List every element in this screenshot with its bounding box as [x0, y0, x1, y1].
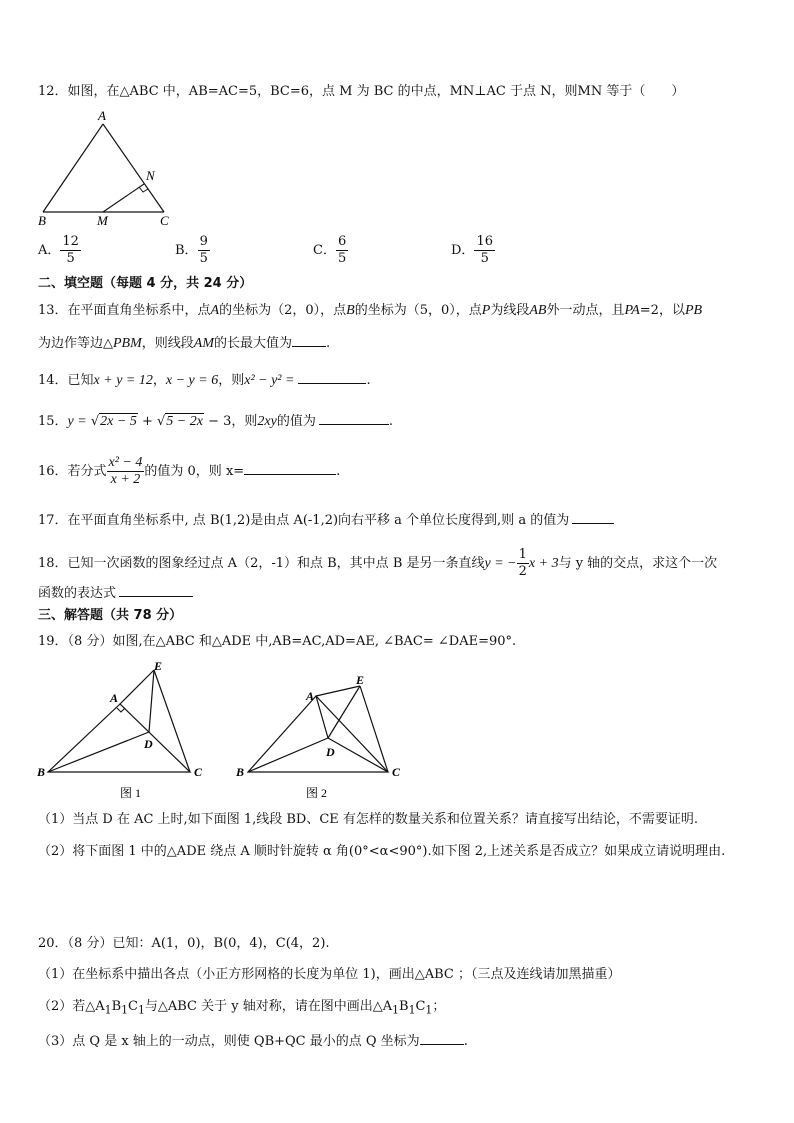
fig2-label-A: A: [306, 689, 315, 703]
q18-line2: 函数的表达式: [38, 582, 193, 603]
fig1-label-B: B: [37, 765, 46, 779]
q20-part3: （3）点 Q 是 x 轴上的一动点，则使 QB+QC 最小的点 Q 坐标为 .: [38, 1030, 468, 1051]
q14-answer-blank[interactable]: [298, 369, 366, 384]
q19-text: 19．（8 分）如图,在△ABC 和△ADE 中,AB=AC,AD=AE, ∠BAC= ∠DAE=90°.: [38, 634, 517, 649]
q12-option-b: B． $\frac{9}{5}$: [175, 234, 208, 266]
q20-part2: （2）若$\triangle A_1B_1C_1$与△ABC 关于 y 轴对称，请在图中画出$\triangle A_1B_1C_1$；: [38, 999, 446, 1017]
sqrt-symbol-icon: √: [157, 414, 166, 429]
q12-text: 12．如图，在△ABC 中，AB=AC=5，BC=6，点 M 为 BC 的中点，MN⊥AC 于点 N，则MN 等于（ ）: [38, 84, 685, 99]
section3-heading: 三、解答题（共 78 分）: [38, 608, 183, 623]
q12-label-M: M: [97, 213, 108, 228]
q19-part2: （2）将下面图 1 中的△ADE 绕点 A 顺时针旋转 α 角(0°<α<90°).如下图 2,上述关系是否成立？如果成立请说明理由.: [38, 844, 726, 859]
q18-fraction: $\frac{1}{2}$: [518, 547, 527, 579]
q12-label-B: B: [38, 213, 46, 228]
q12-option-a: A． $\frac{12}{5}$: [38, 234, 79, 266]
q18-answer-blank[interactable]: [119, 582, 193, 597]
q20-part1: （1）在坐标系中描出各点（小正方形网格的长度为单位 1)，画出△ABC ；（三点及连线请加黑描重）: [38, 967, 621, 982]
section2-heading: 二、填空题（每题 4 分，共 24 分）: [38, 276, 253, 291]
q12-label-A: A: [98, 108, 106, 123]
q16-answer-blank[interactable]: [244, 460, 336, 475]
fig1-label-C: C: [194, 765, 203, 779]
q12-option-d: D． $\frac{16}{5}$: [451, 234, 493, 266]
q12-label-C: C: [160, 213, 169, 228]
fig2-label-C: C: [392, 765, 401, 779]
q15-answer-blank[interactable]: [319, 410, 389, 425]
q12-triangle-figure: [34, 108, 184, 230]
q20-answer-blank[interactable]: [420, 1030, 464, 1045]
fig2-label-E: E: [356, 673, 365, 687]
q17-answer-blank[interactable]: [572, 509, 614, 524]
fig1-caption: 图 1: [120, 786, 142, 800]
fig1-label-A: A: [110, 691, 119, 705]
q14-line: 14．已知x + y = 12，x − y = 6，则x² − y² = .: [38, 369, 371, 390]
q18-line1: 18．已知一次函数的图象经过点 A（2，-1）和点 B，其中点 B 是另一条直线y = − $\frac{1}{2}$ x + 3与 y 轴的交点，求这个一次: [38, 547, 718, 579]
q16-line: 16．若分式 $\frac{\text{x² − 4}}{x + 2}$ 的值为 0，则 x= .: [38, 455, 341, 487]
q19-figure-1: [34, 660, 214, 806]
q16-fraction: $\frac{\text{x² − 4}}{x + 2}$: [108, 455, 143, 487]
fig1-label-E: E: [154, 660, 163, 673]
fig2-label-D: D: [326, 745, 335, 759]
q20-text: 20．（8 分）已知：A(1，0)，B(0，4)，C(4，2).: [38, 936, 330, 951]
q12-option-c: C． $\frac{6}{5}$: [313, 234, 347, 266]
q13-answer-blank[interactable]: [292, 332, 326, 347]
q19-figure-2: [230, 660, 410, 806]
q13-line2: 为边作等边△PBM，则线段AM的长最大值为 .: [38, 332, 330, 353]
q15-line: 15．y = √2x − 5 + √5 − 2x − 3，则2xy的值为 .: [38, 410, 393, 431]
q17-line: 17．在平面直角坐标系中, 点 B(1,2)是由点 A(-1,2)向右平移 a 个单位长度得到,则 a 的值为: [38, 509, 614, 530]
fig2-caption: 图 2: [306, 786, 328, 800]
q19-part1: （1）当点 D 在 AC 上时,如下面图 1,线段 BD、CE 有怎样的数量关系和位置关系？请直接写出结论，不需要证明.: [38, 812, 699, 827]
q13-line1: 13．在平面直角坐标系中，点A的坐标为（2，0），点B的坐标为（5，0），点P为线段AB外一动点，且PA=2，以PB: [38, 303, 703, 318]
fig1-label-D: D: [144, 737, 153, 751]
sqrt-symbol-icon: √: [90, 414, 100, 429]
fig2-label-B: B: [236, 765, 245, 779]
q12-label-N: N: [146, 168, 155, 183]
